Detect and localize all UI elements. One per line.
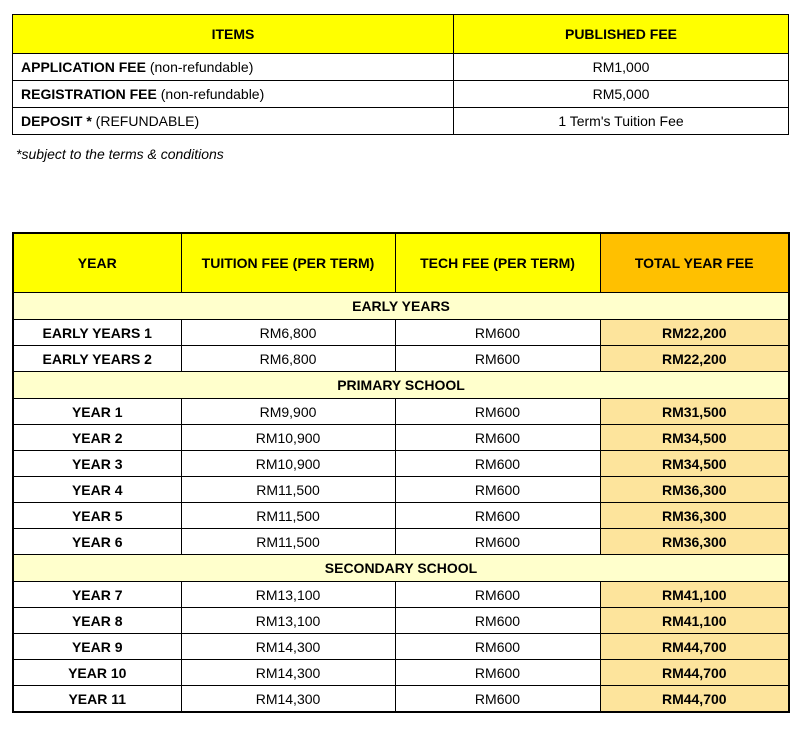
total-fee-cell: RM41,100 bbox=[600, 582, 789, 608]
tuition-fee-cell: RM6,800 bbox=[181, 346, 395, 372]
fee-value: RM5,000 bbox=[454, 81, 789, 108]
total-fee-cell: RM36,300 bbox=[600, 529, 789, 555]
tech-fee-cell: RM600 bbox=[395, 634, 600, 660]
fee-item-cell bbox=[13, 54, 454, 81]
year-cell: YEAR 9 bbox=[13, 634, 181, 660]
year-table-header-row bbox=[13, 233, 789, 293]
tech-fee-cell: RM600 bbox=[395, 346, 600, 372]
table-row bbox=[13, 425, 789, 451]
total-fee-cell: RM22,200 bbox=[600, 320, 789, 346]
table-row bbox=[13, 608, 789, 634]
table-row bbox=[13, 399, 789, 425]
fee-item-cell bbox=[13, 108, 454, 135]
year-cell: YEAR 11 bbox=[13, 686, 181, 713]
tech-fee-cell: RM600 bbox=[395, 425, 600, 451]
section-row bbox=[13, 372, 789, 399]
tech-fee-header: TECH FEE (PER TERM) bbox=[395, 233, 600, 293]
fee-item-cell bbox=[13, 81, 454, 108]
tuition-fee-cell: RM11,500 bbox=[181, 477, 395, 503]
tuition-fee-cell: RM9,900 bbox=[181, 399, 395, 425]
year-cell: YEAR 8 bbox=[13, 608, 181, 634]
fee-row-registration bbox=[13, 81, 789, 108]
tech-fee-cell: RM600 bbox=[395, 608, 600, 634]
tuition-fee-cell: RM11,500 bbox=[181, 503, 395, 529]
items-header: ITEMS bbox=[13, 15, 454, 54]
tuition-fee-cell: RM14,300 bbox=[181, 660, 395, 686]
tuition-fee-cell: RM13,100 bbox=[181, 608, 395, 634]
tuition-fee-cell: RM10,900 bbox=[181, 451, 395, 477]
section-title: EARLY YEARS bbox=[13, 293, 789, 320]
total-fee-cell: RM41,100 bbox=[600, 608, 789, 634]
table-row bbox=[13, 451, 789, 477]
fee-item-name: DEPOSIT * bbox=[21, 113, 92, 129]
tech-fee-cell: RM600 bbox=[395, 320, 600, 346]
tuition-fee-cell: RM14,300 bbox=[181, 634, 395, 660]
tech-fee-cell: RM600 bbox=[395, 660, 600, 686]
tuition-fee-cell: RM6,800 bbox=[181, 320, 395, 346]
total-fee-cell: RM34,500 bbox=[600, 451, 789, 477]
fees-header-row bbox=[13, 15, 789, 54]
table-row bbox=[13, 346, 789, 372]
table-row bbox=[13, 634, 789, 660]
total-fee-cell: RM44,700 bbox=[600, 660, 789, 686]
total-fee-cell: RM31,500 bbox=[600, 399, 789, 425]
table-row bbox=[13, 582, 789, 608]
tech-fee-cell: RM600 bbox=[395, 477, 600, 503]
tech-fee-cell: RM600 bbox=[395, 399, 600, 425]
tuition-fee-header: TUITION FEE (PER TERM) bbox=[181, 233, 395, 293]
table-row bbox=[13, 503, 789, 529]
fee-item-qualifier: (REFUNDABLE) bbox=[91, 113, 200, 129]
tuition-fee-cell: RM11,500 bbox=[181, 529, 395, 555]
fee-item-qualifier: (non-refundable) bbox=[156, 86, 265, 102]
published-fee-header: PUBLISHED FEE bbox=[454, 15, 789, 54]
year-cell: YEAR 6 bbox=[13, 529, 181, 555]
table-row bbox=[13, 660, 789, 686]
fee-row-application bbox=[13, 54, 789, 81]
year-fee-table bbox=[12, 232, 790, 713]
tuition-fee-cell: RM14,300 bbox=[181, 686, 395, 713]
table-row bbox=[13, 686, 789, 713]
total-fee-cell: RM22,200 bbox=[600, 346, 789, 372]
year-cell: EARLY YEARS 1 bbox=[13, 320, 181, 346]
section-row bbox=[13, 555, 789, 582]
table-row bbox=[13, 529, 789, 555]
total-fee-cell: RM34,500 bbox=[600, 425, 789, 451]
year-table-body bbox=[13, 293, 789, 713]
year-header: YEAR bbox=[13, 233, 181, 293]
table-row bbox=[13, 477, 789, 503]
fee-item-qualifier: (non-refundable) bbox=[145, 59, 254, 75]
tech-fee-cell: RM600 bbox=[395, 582, 600, 608]
total-year-fee-header: TOTAL YEAR FEE bbox=[600, 233, 789, 293]
total-fee-cell: RM44,700 bbox=[600, 634, 789, 660]
year-cell: YEAR 3 bbox=[13, 451, 181, 477]
tech-fee-cell: RM600 bbox=[395, 503, 600, 529]
terms-note: *subject to the terms & conditions bbox=[16, 146, 224, 162]
fee-row-deposit bbox=[13, 108, 789, 135]
fee-item-name: REGISTRATION FEE bbox=[21, 86, 157, 102]
year-cell: YEAR 7 bbox=[13, 582, 181, 608]
tech-fee-cell: RM600 bbox=[395, 686, 600, 713]
year-cell: YEAR 2 bbox=[13, 425, 181, 451]
fee-value: 1 Term's Tuition Fee bbox=[454, 108, 789, 135]
fee-item-name: APPLICATION FEE bbox=[21, 59, 146, 75]
year-cell: YEAR 1 bbox=[13, 399, 181, 425]
tuition-fee-cell: RM10,900 bbox=[181, 425, 395, 451]
year-cell: YEAR 4 bbox=[13, 477, 181, 503]
section-row bbox=[13, 293, 789, 320]
year-cell: YEAR 10 bbox=[13, 660, 181, 686]
tuition-fee-cell: RM13,100 bbox=[181, 582, 395, 608]
fee-value: RM1,000 bbox=[454, 54, 789, 81]
section-title: PRIMARY SCHOOL bbox=[13, 372, 789, 399]
year-cell: YEAR 5 bbox=[13, 503, 181, 529]
total-fee-cell: RM36,300 bbox=[600, 477, 789, 503]
section-title: SECONDARY SCHOOL bbox=[13, 555, 789, 582]
tech-fee-cell: RM600 bbox=[395, 451, 600, 477]
table-row bbox=[13, 320, 789, 346]
fees-table bbox=[12, 14, 789, 135]
tech-fee-cell: RM600 bbox=[395, 529, 600, 555]
total-fee-cell: RM36,300 bbox=[600, 503, 789, 529]
total-fee-cell: RM44,700 bbox=[600, 686, 789, 713]
year-cell: EARLY YEARS 2 bbox=[13, 346, 181, 372]
